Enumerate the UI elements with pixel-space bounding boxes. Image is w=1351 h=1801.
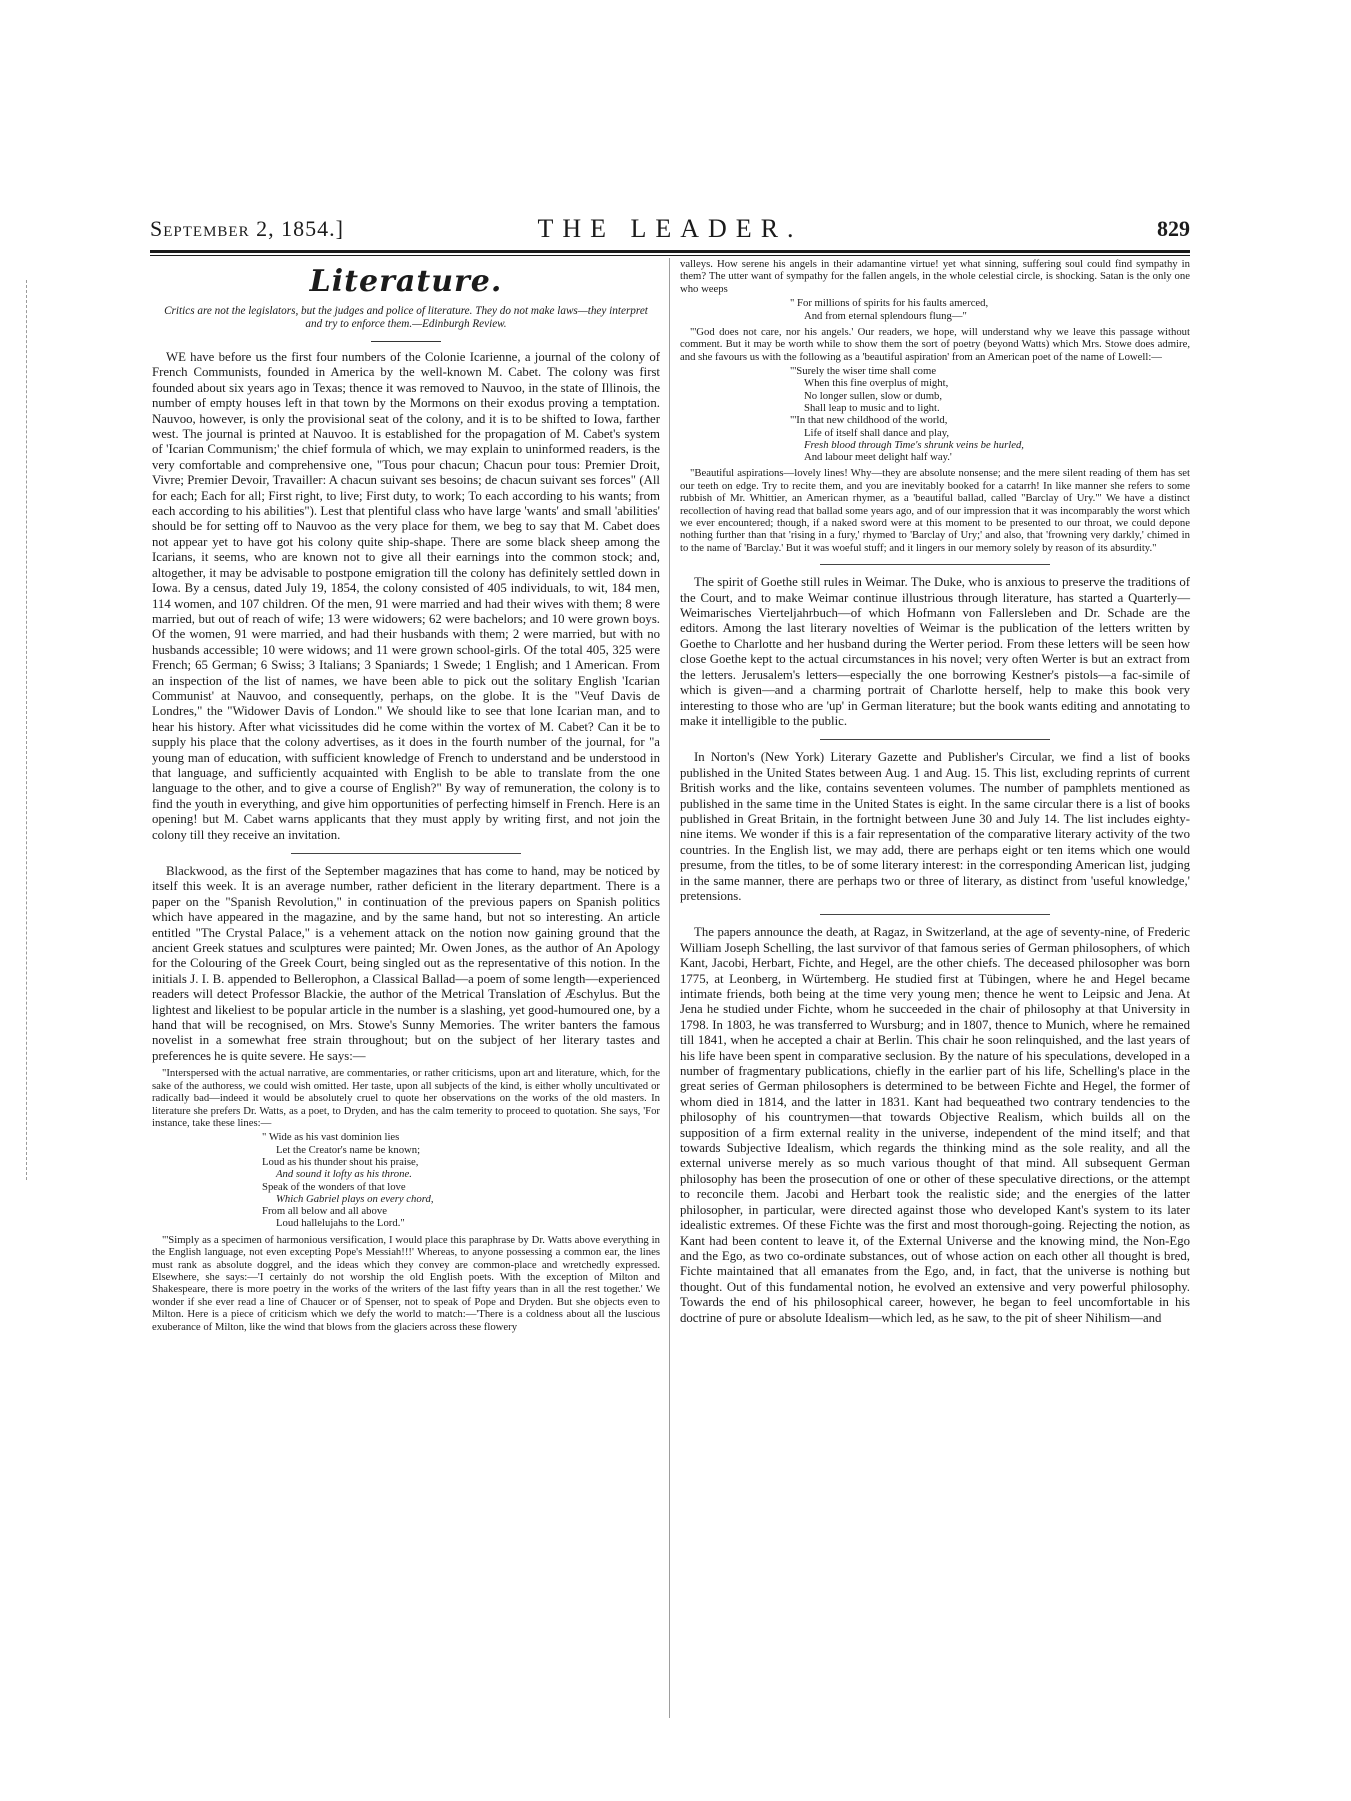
verse-line: Shall leap to music and to light.	[804, 401, 940, 414]
verse-line: And from eternal splendours flung—"	[804, 309, 967, 322]
column-divider	[669, 258, 670, 1718]
article-separator	[820, 739, 1050, 740]
verse-line: Life of itself shall dance and play,	[804, 426, 950, 439]
verse-line: And labour meet delight half way.'	[804, 451, 952, 464]
verse-line: Loud hallelujahs to the Lord."	[276, 1217, 405, 1230]
verse-lowell	[680, 365, 1190, 463]
epigraph: Critics are not the legislators, but the judges and police of literature. They do not make laws—they interpret and try to enforce them.—Edinburgh Review.	[164, 305, 648, 330]
verse-line: No longer sullen, slow or dumb,	[804, 389, 943, 402]
article-separator	[820, 914, 1050, 915]
header-rule-thin	[150, 255, 1190, 256]
page-header	[150, 210, 1190, 250]
article-blackwood: Blackwood, as the first of the September magazines that has come to hand, may be noticed by itself this week. It is an average number, rather deficient in the literary department. There is a paper on the "Spanish Revolution," in continuation of the previous papers on Spanish politics which have appeared in the magazine, and by the same hand, but not so interesting. An article entitled "The Crystal Palace," is a vehement attack on the notion now gaining ground that the ancient Greek statues and sculptures were painted; Mr. Owen Jones, as the author of An Apology for the Colouring of the Greek Court, being singled out as the representative of this notion. In the initials J. I. B. appended to Bellerophon, a Classical Ballad—a poem of some length—experienced readers will detect Professor Blackie, the author of the Metrical Translation of Æschylus. But the lightest and likeliest to be popular article in the number is a slashing, yet good-humoured one, by a hand that will be recognised, on Mrs. Stowe's Sunny Memories. The writer banters the famous novelist in a somewhat free strain throughout; but on the subject of her literary tastes and preferences he is quite severe. He says:—	[152, 864, 660, 1063]
article-schelling: The papers announce the death, at Ragaz, in Switzerland, at the age of seventy-nine, of Frederic William Joseph Schelling, the last survivor of that famous series of German philosophers, of which Kant, Jacobi, Herbart, Fichte, and Hegel, are the other chiefs. The deceased philosopher was born 1775, at Leonberg, in Würtemberg. He studied first at Tübingen, where he and Hegel became intimate friends, both being at the time very young men; thence he went to Leipsic and Jena. At Jena he studied under Fichte, whom he succeeded in the chair of philosophy at that University in 1798. In 1803, he was transferred to Wursburg; and in 1807, thence to Munich, where he remained till 1841, when he accepted a chair at Berlin. This chair he soon relinquished, and the last years of his life have been spent in comparative seclusion. By the nature of his speculations, developed in a number of fragmentary publications, chiefly in the earlier part of his life, Schelling's place in the great series of German philosophers is determined to be between Fichte and Hegel, the former of whom died in 1814, and the latter in 1831. Kant had bequeathed two contrary tendencies to the philosophy of his countrymen—that towards Objective Realism, which builds all on the supposition of a firm external reality in the universe, independent of the mind itself; and that towards Subjective Idealism, which regards the thinking mind as the sole reality, and all the external universe merely as so much various thought of that mind. All subsequent German philosophy has been the prosecution of one or other of these speculative directions, or the attempt to reconcile them. Jacobi and Herbart took the realistic side; and the energies of the latter philosopher, in particular, were directed against those who developed Kant's system to its later idealistic extremes. Of these Fichte was the first and most thorough-going. Rejecting the notion, as Kant had been content to leave it, of the External Universe and the knowing mind, the Non-Ego and the Ego, as two co-ordinate substances, out of whose action on each other all thought is bred, Fichte maintained that all emanates from the Ego, and, in fact, that the universe is nothing but thought. Out of this fundamental notion, he evolved an extensive and very powerful philosophy. Towards the end of his philosophical career, however, he began to feel uncomfortable in his doctrine of pure or absolute Idealism—which led, as he saw, to the pit of sheer Nihilism—and	[680, 925, 1190, 1325]
quote-lowell-intro: "'God does not care, nor his angels.' Our readers, we hope, will understand why we leave this passage without comment. But it may be worth while to show them the sort of poetry (beyond Watts) which Mrs. Stowe does admire, and she favours us with the following as a 'beautiful aspiration' from an American poet of the name of Lowell:—	[680, 325, 1190, 363]
page-number: 829	[1157, 216, 1190, 241]
article-icarian-colony: WE have before us the first four numbers of the Colonie Icarienne, a journal of the colony of French Communists, founded in America by the well-known M. Cabet. The colony was first founded about six years ago in Texas; thence it was removed to Nauvoo, in the state of Illinois, the number of empty houses left in that town by the Mormons on their exodus proving a temptation. Nauvoo, however, is only the provisional seat of the colony, and it is to be shifted to Iowa, farther west. The journal is printed at Nauvoo. It is established for the propagation of M. Cabet's system of 'Icarian Communism;' the chief formula of which, we may explain to uninformed readers, is the very comfortable and comprehensive one, "Tous pour chacun; Chacun pour tous: Premier Droit, Vivre; Premier Devoir, Travailler: A chacun suivant ses besoins; de chacun suivant ses forces" (All for each; Each for all; First right, to live; First duty, to work; To each according to his wants; from each according to his abilities"). Lest that plentiful class who have large 'wants' and small 'abilities' should be for setting off to Nauvoo as the very place for them, we beg to say that M. Cabet does not appear yet to have got his colony quite ship-shape. There are some black sheep among the Icarians, it seems, who are known not to give all their earnings into the common stock; and, altogether, it may be advisable to postpone emigration till the colony has definitely settled down in Iowa. By a census, dated July 19, 1854, the colony consisted of 405 individuals, to wit, 184 men, 114 women, and 107 children. Of the men, 91 were married and had their wives with them; 8 were married, but out of reach of wife; 13 were widowers; 62 were bachelors; and 10 were grown boys. Of the women, 91 were married, and had their husbands with them; 2 were married, but with no husbands accessible; 10 were widows; and 11 were grown school-girls. Of the total 405, 325 were French; 65 German; 6 Swiss; 3 Italians; 3 Spaniards; 1 Swede; 1 English; and 1 American. From an inspection of the list of names, we have been able to pick out the solitary English 'Icarian Communist' at Nauvoo, and consequently, perhaps, on the globe. It is the "Veuf Davis de Londres," the "Widower Davis of London." We should like to see that lone Icarian man, and to hear his history. After what vicissitudes did he come within the vortex of M. Cabet? Can it be to supply his place that the colony advertises, as it does in the fourth number of the journal, for "a young man of education, with sufficient knowledge of French to understand and be understood in that language, and sufficiently acquainted with English to be able to translate from the one language to the other, and to give a course of English?" By way of remuneration, the colony is to find the youth in everything, and give him opportunities of perfecting himself in French. Here is an opening! but M. Cabet warns applicants that they must apply by writing first, and not join the colony till they receive an invitation.	[152, 350, 660, 842]
verse-milton	[680, 297, 1190, 322]
masthead-title: THE LEADER.	[537, 214, 803, 243]
verse-line: From all below and all above	[262, 1205, 387, 1218]
quote-whittier: "Beautiful aspirations—lovely lines! Why—they are absolute nonsense; and the mere silent reading of them has set our teeth on edge. Try to recite them, and you are inevitably booked for a catarrh! In like manner she refers to some rubbish of Mr. Whittier, an American rhymer, as a 'beautiful ballad, called "Barclay of Ury."' We have a distinct recollection of having read that ballad some years ago, and of our impression that it was incomparably the worst which we ever encountered; though, if a naked sword were at this moment to be presented to our throat, we could depone nothing further than that 'rising in a fury,' rhymed to 'Barclay of Ury;' and also, that 'frowning very darkly,' chimed in to the name of 'Barclay.' But it was woeful stuff; and it lingers in our memory solely by reason of its absurdity."	[680, 467, 1190, 554]
article-separator	[291, 853, 521, 854]
verse-line: And sound it lofty as his throne.	[276, 1168, 412, 1181]
header-rule-thick	[150, 250, 1190, 253]
article-nortons-gazette: In Norton's (New York) Literary Gazette and Publisher's Circular, we find a list of books published in the United States between Aug. 1 and Aug. 15. This list, excluding reprints of current British works and the like, contains seventeen volumes. The number of pamphlets mentioned as published in the same time in the United States is eight. In the same circular there is a list of books published in Great Britain, in the fortnight between June 30 and July 14. The list includes eighty-nine items. We wonder if this is a fair representation of the comparative literary activity of the two countries. In the English list, we may add, there are perhaps eight or ten items which one would presume, from the titles, to be of some literary interest: in the corresponding American list, judging in the same manner, there are perhaps two or three of literary, as distinct from 'useful knowledge,' pretensions.	[680, 750, 1190, 903]
verse-line: " Wide as his vast dominion lies	[262, 1131, 400, 1144]
verse-watts	[152, 1131, 660, 1229]
verse-line: " For millions of spirits for his faults amerced,	[790, 297, 989, 310]
quote-milton-continued: valleys. How serene his angels in their adamantine virtue! yet what sinning, suffering soul could find sympathy in them? The utter want of sympathy for the fallen angels, in the whole celestial circle, is shocking. Satan is the only one who weeps	[680, 258, 1190, 295]
verse-line: Loud as his thunder shout his praise,	[262, 1155, 419, 1168]
article-goethe-weimar: The spirit of Goethe still rules in Weimar. The Duke, who is anxious to preserve the traditions of the Court, and to make Weimar continue illustrious through literature, has started a Quarterly—Weimarisches Vierteljahrbuch—of which Hofmann von Fallersleben and Dr. Schade are the editors. Among the last literary novelties of Weimar is the publication of the letters written by Goethe to Charlotte and her husband during the Werter period. From these letters will be seen how close Goethe kept to the actual circumstances in his novel; very often Werter is but an extract from the letters. Jerusalem's letters—especially the one borrowing Kestner's pistols—a fac-simile of which is given—and a charming portrait of Charlotte herself, help to make this book very interesting to those who are 'up' in German literature; but the book wants editing and annotating to make it intelligible to the public.	[680, 575, 1190, 728]
verse-line: When this fine overplus of might,	[804, 377, 949, 390]
verse-line: Which Gabriel plays on every chord,	[276, 1192, 434, 1205]
left-column	[152, 258, 660, 1335]
quote-stowe-poets: "'Simply as a specimen of harmonious versification, I would place this paraphrase by Dr. Watts above everything in the English language, not even excepting Pope's Messiah!!!' Whereas, to anyone possessing a common ear, the lines must rank as absolute doggrel, and the ideas which they convey are common-place and wretchedly expressed. Elsewhere, she says:—'I certainly do not worship the old English poets. With the exception of Milton and Shakespeare, there is more poetry in the works of the writers of the last fifty years than in all the rest together.' We wonder if she ever read a line of Chaucer or of Spenser, not to speak of Pope and Dryden. But she objects even to Milton. Here is a piece of criticism which we defy the world to match:—'There is a coldness about all the luscious exuberance of Milton, like the wind that blows from the glaciers across these flowery	[152, 1233, 660, 1333]
right-column	[680, 258, 1190, 1329]
article-separator	[820, 564, 1050, 565]
section-rule	[371, 341, 441, 342]
verse-line: Speak of the wonders of that love	[262, 1180, 406, 1193]
issue-date: September 2, 1854.]	[150, 216, 344, 241]
binding-margin-line	[26, 280, 28, 1180]
verse-line: Let the Creator's name be known;	[276, 1143, 421, 1156]
verse-line: "'In that new childhood of the world,	[790, 414, 948, 427]
verse-line: Fresh blood through Time's shrunk veins be hurled,	[804, 438, 1024, 451]
verse-line: "'Surely the wiser time shall come	[790, 365, 937, 378]
quote-stowe-criticism: "Interspersed with the actual narrative, are commentaries, or rather criticisms, upon art and literature, which, for the sake of the authoress, we could wish omitted. Her taste, upon all subjects of the kind, is either wholly uncultivated or radically bad—indeed it would be absolutely cruel to quote her observations on the works of the old masters. In literature she prefers Dr. Watts, as a poet, to Dryden, and has the calm temerity to proceed to quotation. She says, 'For instance, take these lines:—	[152, 1067, 660, 1129]
section-title: Literature.	[309, 264, 503, 299]
